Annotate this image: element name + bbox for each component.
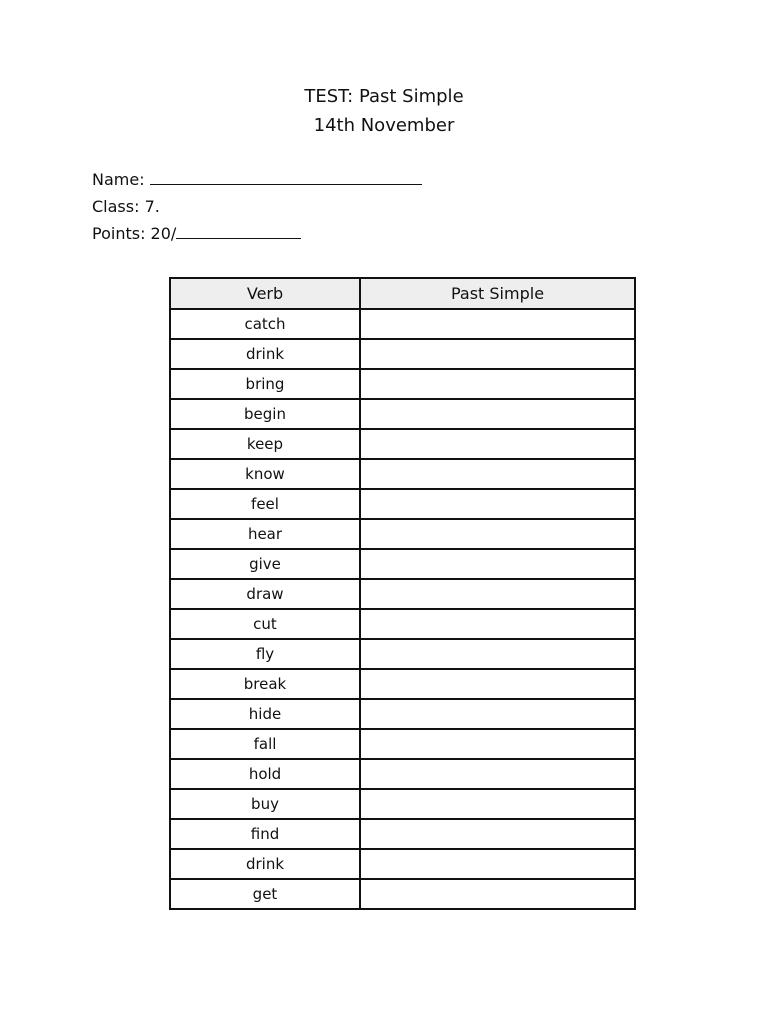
test-title: TEST: Past Simple: [304, 86, 464, 107]
verb-cell: find: [170, 819, 360, 849]
verb-column-header: Verb: [170, 278, 360, 309]
points-blank-line: [176, 223, 301, 239]
table-row: [170, 459, 635, 489]
class-label: Class:: [92, 197, 140, 216]
past-simple-answer-cell[interactable]: [360, 519, 635, 549]
verb-cell: give: [170, 549, 360, 579]
verb-cell: fall: [170, 729, 360, 759]
class-row: [92, 193, 422, 220]
table-row: [170, 639, 635, 669]
verb-cell: cut: [170, 609, 360, 639]
verb-cell: fly: [170, 639, 360, 669]
past-simple-answer-cell[interactable]: [360, 399, 635, 429]
past-simple-answer-cell[interactable]: [360, 729, 635, 759]
verb-cell: hide: [170, 699, 360, 729]
name-label: Name:: [92, 170, 145, 189]
table-row: [170, 579, 635, 609]
table-row: [170, 339, 635, 369]
table-row: [170, 849, 635, 879]
verb-cell: hear: [170, 519, 360, 549]
verb-cell: drink: [170, 849, 360, 879]
verb-cell: hold: [170, 759, 360, 789]
verb-cell: know: [170, 459, 360, 489]
table-row: [170, 789, 635, 819]
past-simple-column-header: Past Simple: [360, 278, 635, 309]
table-row: [170, 729, 635, 759]
name-row: [92, 166, 422, 193]
past-simple-answer-cell[interactable]: [360, 669, 635, 699]
verb-table-body: [170, 309, 635, 909]
past-simple-answer-cell[interactable]: [360, 699, 635, 729]
verb-cell: begin: [170, 399, 360, 429]
past-simple-answer-cell[interactable]: [360, 489, 635, 519]
verb-cell: get: [170, 879, 360, 909]
table-row: [170, 519, 635, 549]
test-date: 14th November: [313, 115, 455, 136]
past-simple-answer-cell[interactable]: [360, 369, 635, 399]
table-row: [170, 369, 635, 399]
points-label: Points:: [92, 224, 146, 243]
past-simple-answer-cell[interactable]: [360, 639, 635, 669]
name-blank-line: [150, 169, 422, 185]
verb-cell: break: [170, 669, 360, 699]
verb-cell: drink: [170, 339, 360, 369]
past-simple-answer-cell[interactable]: [360, 459, 635, 489]
past-simple-answer-cell[interactable]: [360, 879, 635, 909]
verb-cell: keep: [170, 429, 360, 459]
table-row: [170, 669, 635, 699]
table-row: [170, 399, 635, 429]
table-row: [170, 759, 635, 789]
past-simple-answer-cell[interactable]: [360, 789, 635, 819]
table-header-row: [170, 278, 635, 309]
verb-cell: bring: [170, 369, 360, 399]
class-value: 7.: [144, 197, 160, 216]
past-simple-answer-cell[interactable]: [360, 849, 635, 879]
past-simple-answer-cell[interactable]: [360, 549, 635, 579]
table-row: [170, 609, 635, 639]
past-simple-answer-cell[interactable]: [360, 579, 635, 609]
past-simple-answer-cell[interactable]: [360, 339, 635, 369]
table-row: [170, 879, 635, 909]
verb-cell: catch: [170, 309, 360, 339]
points-value: 20/: [150, 224, 177, 243]
verb-cell: feel: [170, 489, 360, 519]
table-row: [170, 489, 635, 519]
past-simple-answer-cell[interactable]: [360, 429, 635, 459]
past-simple-answer-cell[interactable]: [360, 309, 635, 339]
past-simple-answer-cell[interactable]: [360, 759, 635, 789]
verb-cell: buy: [170, 789, 360, 819]
table-row: [170, 819, 635, 849]
points-row: [92, 220, 422, 247]
student-info: [92, 166, 422, 247]
table-row: [170, 549, 635, 579]
table-row: [170, 309, 635, 339]
test-header: [0, 82, 768, 140]
verb-cell: draw: [170, 579, 360, 609]
past-simple-answer-cell[interactable]: [360, 609, 635, 639]
table-row: [170, 699, 635, 729]
table-row: [170, 429, 635, 459]
past-simple-answer-cell[interactable]: [360, 819, 635, 849]
verb-table: [169, 277, 636, 910]
